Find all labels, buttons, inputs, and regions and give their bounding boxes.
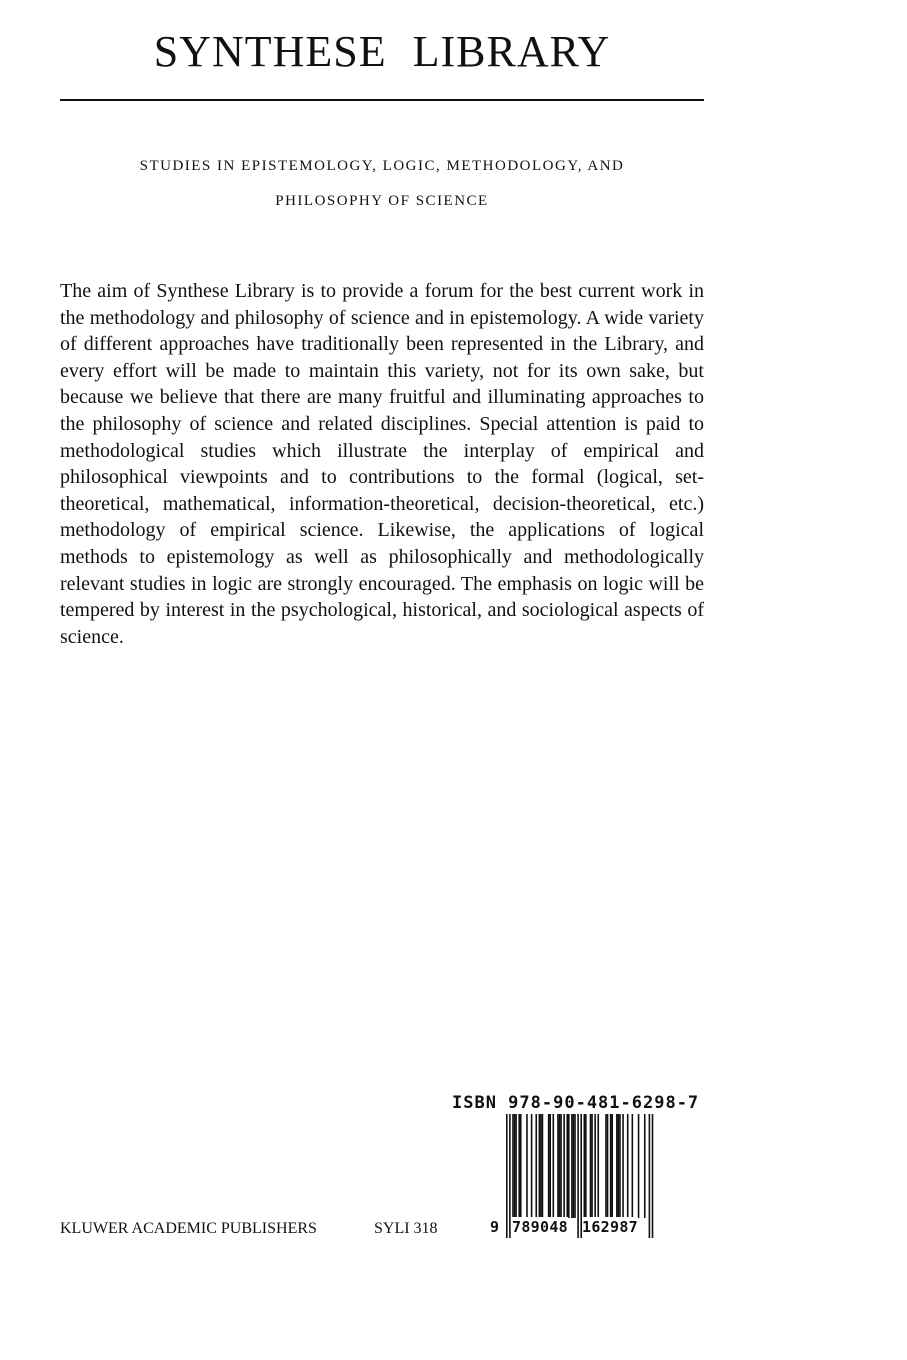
barcode-bar (649, 1114, 651, 1238)
barcode-bar (557, 1114, 559, 1218)
barcode-bar (594, 1114, 596, 1218)
barcode-bar (622, 1114, 624, 1218)
barcode-bar (627, 1114, 629, 1218)
barcode-bar (611, 1114, 613, 1218)
barcode-bar (571, 1114, 573, 1218)
barcode-bar (616, 1114, 618, 1218)
barcode-bar (526, 1114, 528, 1218)
barcode-bar (540, 1114, 542, 1218)
barcode-bar (509, 1114, 511, 1238)
barcode-bar (644, 1114, 646, 1218)
barcode-bar (539, 1114, 541, 1218)
barcode-bar (584, 1114, 586, 1218)
barcode-bar (610, 1114, 612, 1218)
publisher-name: KLUWER ACADEMIC PUBLISHERS (60, 1220, 317, 1237)
barcode-right-digits: 162987 (582, 1218, 638, 1236)
barcode-bar (515, 1114, 517, 1218)
barcode-bar (619, 1114, 621, 1218)
barcode-bar (542, 1114, 544, 1218)
barcode-bar (559, 1114, 561, 1218)
series-number: SYLI 318 (374, 1220, 438, 1237)
barcode-bar (590, 1114, 592, 1218)
barcode-bar (585, 1114, 587, 1218)
series-aim-paragraph: The aim of Synthese Library is to provide a forum for the best current work in the methodology and philosophy of science and in epistemology. A wide variety of different approaches have traditionally been represented in the Library, and every effort will be made to maintain this variety, not for its own sake, but because we believe that there are many fruitful and illuminating approaches to the philosophy of science and related disciplines. Special attention is paid to methodological studies which illustrate the interplay of empirical and philosophical viewpoints and to contributions to the formal (logical, set-theoretical, mathematical, information-theoretical, decision-theoretical, etc.) methodology of empirical science. Likewise, the applications of logical methods to epistemology as well as philosophically and methodologically relevant studies in logic are strongly encouraged. The emphasis on logic will be tempered by interest in the psychological, historical, and sociological aspects of science. (60, 280, 704, 648)
barcode-bar (553, 1114, 555, 1218)
barcode-bar (518, 1114, 520, 1218)
barcode-bar (638, 1114, 640, 1218)
series-title: SYNTHESE LIBRARY (153, 27, 611, 76)
barcode-bar (652, 1114, 654, 1238)
isbn-label: ISBN 978-90-481-6298-7 (452, 1093, 700, 1113)
title-rule (60, 99, 704, 101)
barcode-bar (568, 1114, 570, 1218)
barcode-bar (574, 1114, 576, 1218)
barcode-bar (618, 1114, 620, 1218)
barcode-bar (566, 1114, 568, 1218)
barcode-bar (535, 1114, 537, 1218)
barcode-bar (632, 1114, 634, 1218)
barcode-bar (548, 1114, 550, 1218)
barcode-left-digits: 789048 (512, 1218, 568, 1236)
barcode-bar (577, 1114, 579, 1238)
barcode-bar (591, 1114, 593, 1218)
barcode-bar (520, 1114, 522, 1218)
barcode-bar (573, 1114, 575, 1218)
barcode-bar (563, 1114, 565, 1218)
barcode-bar (549, 1114, 551, 1218)
barcode-bar (605, 1114, 607, 1218)
barcode-bar (607, 1114, 609, 1218)
series-subtitle-line-1: STUDIES IN EPISTEMOLOGY, LOGIC, METHODOLOGY, AND (139, 158, 625, 174)
barcode-first-digit: 9 (490, 1218, 500, 1236)
barcode-bar (597, 1114, 599, 1218)
barcode-bar (506, 1114, 508, 1238)
barcode-bar (512, 1114, 514, 1218)
series-subtitle-line-2: PHILOSOPHY OF SCIENCE (275, 193, 489, 209)
barcode-bar (560, 1114, 562, 1218)
barcode-bar (531, 1114, 533, 1218)
barcode-bar (514, 1114, 516, 1218)
